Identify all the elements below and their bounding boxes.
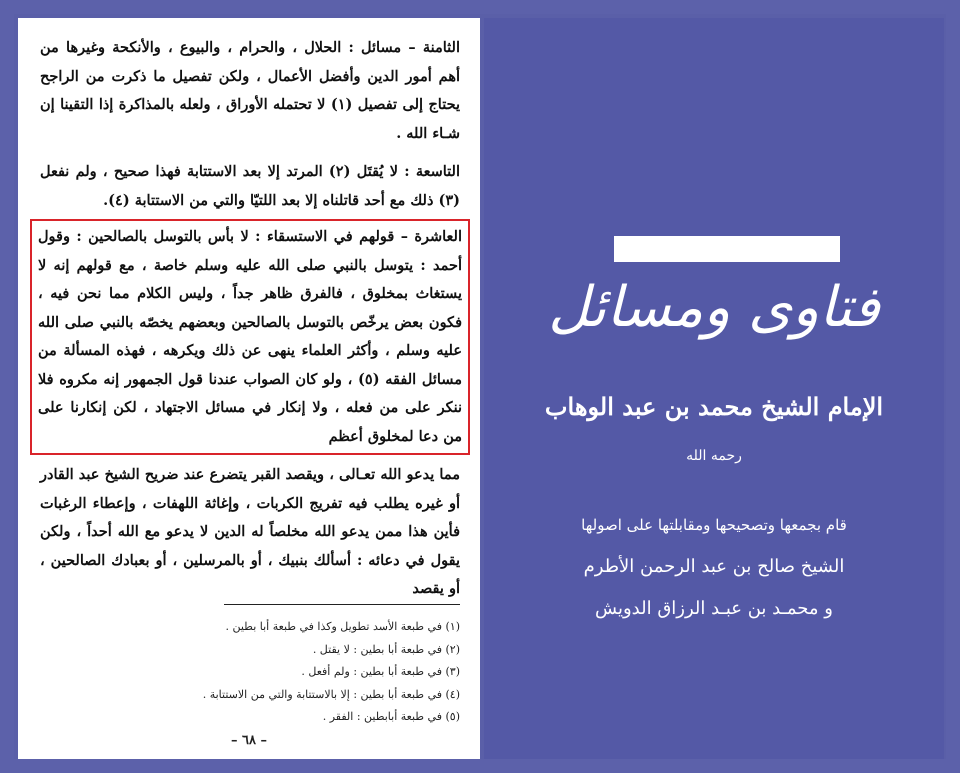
cover-title: فتاوى ومسائل: [548, 275, 880, 340]
cover-rahimah: رحمه الله: [686, 448, 742, 464]
page-body: [38, 34, 463, 604]
cover-editor-1: الشيخ صالح بن عبد الرحمن الأطرم: [583, 556, 845, 577]
paragraph-tenth: العاشرة – قولهم في الاستسقاء : لا بأس بالتوسل بالصالحين : وقول أحمد : يتوسل بالنبي صلى الله عليه وسلم خاصة ، مع قولهم إنه لا يستغاث بمخلوق ، فالفرق ظاهر جداً ، وليس الكلام مما نحن فيه ، فكون بعض يرخّص بالتوسل بالصالحين وبعضهم يخصّه بالنبي صلى الله عليه وسلم ، وأكثر العلماء ينهى عن ذلك ويكرهه ، فهذه المسألة من مسائل الفقه (٥) ، ولو كان الصواب عندنا قول الجمهور إنه مكروه فلا ننكر على من فعله ، ولا إنكار في مسائل الاجتهاد ، لكن إنكارنا على من دعا لمخلوق أعظم: [38, 228, 463, 445]
footnote-4: (٤) في طبعة أبا بطين : إلا بالاستتابة والتي من الاستتابة .: [202, 687, 460, 701]
footnote-2: (٢) في طبعة أبا بطين : لا يقتل .: [312, 642, 460, 656]
cover-compiled-by: قام بجمعها وتصحيحها ومقابلتها على اصولها: [581, 516, 847, 534]
footnote-1: (١) في طبعة الأسد تطويل وكذا في طبعة أبا بطين .: [225, 620, 460, 633]
paragraph-ninth: التاسعة : لا يُقتَل (٢) المرتد إلا بعد الاستتابة فهذا صحيح ، ولم نفعل (٣) ذلك مع أحد قاتلناه إلا بعد اللتيّا والتي من الاستتابة (٤).: [40, 163, 460, 209]
paragraph-continuation: مما يدعو الله تعـالى ، ويقصد القبر يتضرع عند ضريح الشيخ عبد القادر أو غيره يطلب فيه تفريج الكربات ، وإغاثة اللهفات ، وإعطاء الرغبات فأين هذا ممن يدعو الله مخلصاً له الدين لا يدعو مع الله أحداً ، ولكن يقول في دعائه : أسألك بنبيك ، أو بالمرسلين ، أو بعبادك الصالحين ، أو يقصد: [40, 466, 460, 597]
highlight-box: [30, 219, 470, 455]
cover-author: الإمام الشيخ محمد بن عبد الوهاب: [544, 392, 884, 421]
footnote-3: (٣) في طبعة أبا بطين : ولم أفعل .: [301, 665, 460, 678]
book-cover: [484, 18, 944, 759]
paragraph-eighth: الثامنة – مسائل : الحلال ، والحرام ، والبيوع ، والأنكحة وغيرها من أهم أمور الدين وأفضل الأعمال ، ولكن تفصيل ما ذكرت من الراجح يحتاج إلى تفصيل (١) لا تحتمله الأوراق ، ولعله بالمذاكرة إذا التقينا إن شـاء الله .: [40, 39, 460, 142]
book-page: [18, 18, 480, 759]
page-number: – ٦٨ –: [230, 733, 268, 748]
footnote-5: (٥) في طبعة أبابطين : الفقر .: [322, 710, 460, 723]
cover-editor-2: و محمـد بن عبـد الرزاق الدويش: [595, 598, 833, 619]
redaction-bar: [614, 236, 840, 262]
footnotes: [42, 616, 460, 729]
footnote-divider: [224, 604, 460, 605]
